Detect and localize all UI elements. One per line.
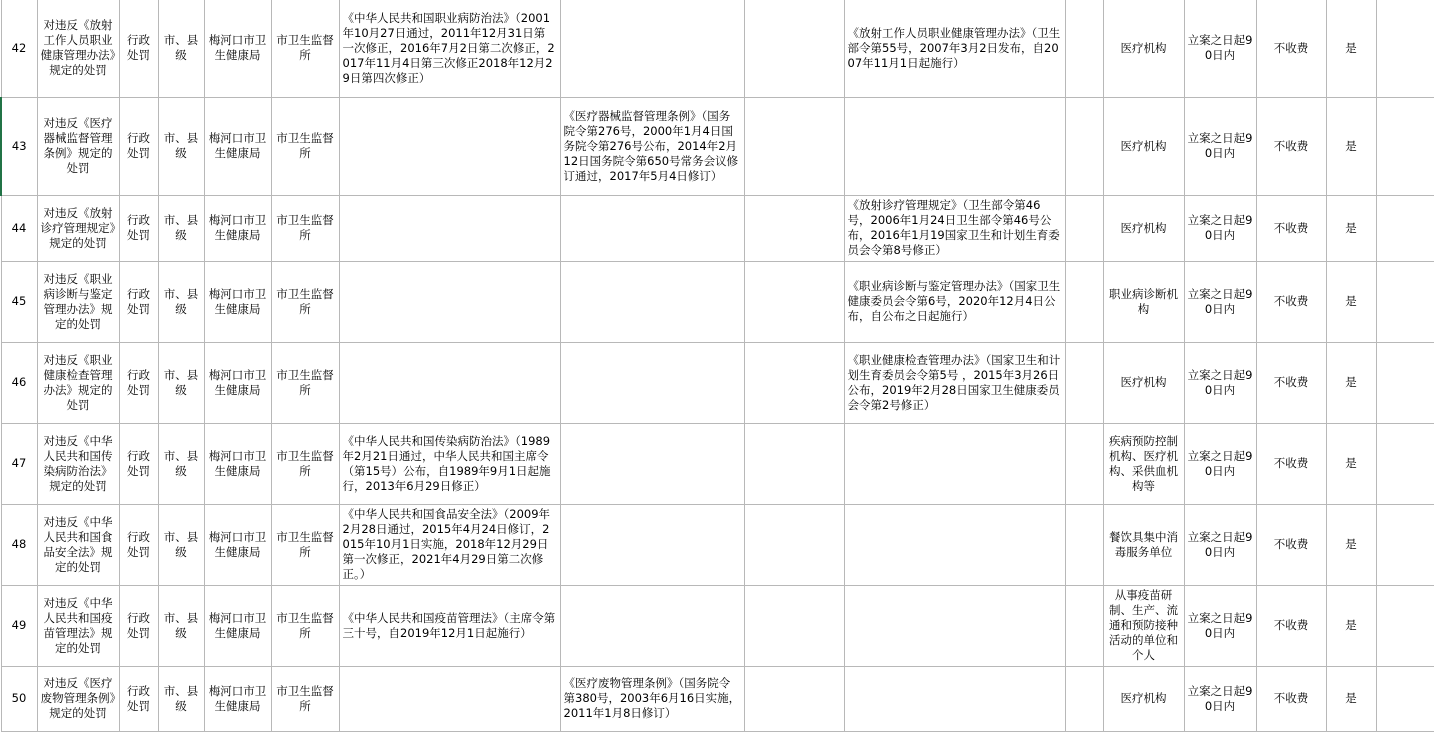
department-rule-cell[interactable]: 《放射工作人员职业健康管理办法》（卫生部令第55号，2007年3月2日发布，自2007年11月1日起施行） [844,0,1065,97]
table-row [1,666,1434,731]
flag-cell[interactable]: 是 [1326,97,1376,195]
local-regulation-cell[interactable] [744,666,844,731]
table-row [1,195,1434,261]
type-cell[interactable]: 行政处罚 [119,585,158,666]
local-regulation-cell[interactable] [744,195,844,261]
table-body [1,0,1434,731]
department-rule-cell[interactable] [844,423,1065,504]
local-regulation-cell[interactable] [744,0,844,97]
department-rule-cell[interactable] [844,666,1065,731]
type-cell[interactable]: 行政处罚 [119,261,158,342]
blank-cell[interactable] [1376,666,1434,731]
department-rule-cell[interactable]: 《职业健康检查管理办法》（国家卫生和计划生育委员会令第5号 ，2015年3月26日公布，2019年2月28日国家卫生健康委员会令第2号修正） [844,342,1065,423]
item-name-cell[interactable]: 对违反《放射工作人员职业健康管理办法》规定的处罚 [37,0,119,97]
local-regulation-cell[interactable] [744,342,844,423]
level-cell[interactable]: 市、县级 [158,423,204,504]
executor-cell[interactable]: 市卫生监督所 [271,0,339,97]
row-number[interactable]: 49 [1,585,37,666]
fee-cell[interactable]: 不收费 [1256,261,1326,342]
department-cell[interactable]: 梅河口市卫生健康局 [204,97,271,195]
executor-cell[interactable]: 市卫生监督所 [271,342,339,423]
flag-cell[interactable]: 是 [1326,585,1376,666]
law-basis-cell[interactable] [339,261,560,342]
executor-cell[interactable]: 市卫生监督所 [271,504,339,585]
department-cell[interactable]: 梅河口市卫生健康局 [204,585,271,666]
department-rule-cell[interactable] [844,504,1065,585]
local-regulation-cell[interactable] [744,504,844,585]
deadline-cell[interactable]: 立案之日起90日内 [1184,261,1256,342]
admin-regulation-cell[interactable]: 《医疗废物管理条例》（国务院令第380号，2003年6月16日实施，2011年1月8日修订） [560,666,744,731]
flag-cell[interactable]: 是 [1326,0,1376,97]
law-basis-cell[interactable] [339,97,560,195]
executor-cell[interactable]: 市卫生监督所 [271,666,339,731]
table-row [1,342,1434,423]
local-regulation-cell[interactable] [744,423,844,504]
target-cell[interactable]: 医疗机构 [1103,97,1184,195]
level-cell[interactable]: 市、县级 [158,97,204,195]
admin-regulation-cell[interactable]: 《医疗器械监督管理条例》（国务院令第276号，2000年1月4日国务院令第276号公布，2014年2月12日国务院令第650号常务会议修订通过，2017年5月4日修订） [560,97,744,195]
other-basis-cell[interactable] [1065,261,1103,342]
fee-cell[interactable]: 不收费 [1256,423,1326,504]
blank-cell[interactable] [1376,195,1434,261]
fee-cell[interactable]: 不收费 [1256,0,1326,97]
table-row [1,97,1434,195]
admin-regulation-cell[interactable] [560,423,744,504]
department-rule-cell[interactable]: 《职业病诊断与鉴定管理办法》（国家卫生健康委员会令第6号，2020年12月4日公布，自公布之日起施行） [844,261,1065,342]
item-name-cell[interactable]: 对违反《职业健康检查管理办法》规定的处罚 [37,342,119,423]
department-cell[interactable]: 梅河口市卫生健康局 [204,666,271,731]
item-name-cell[interactable]: 对违反《职业病诊断与鉴定管理办法》规定的处罚 [37,261,119,342]
row-number[interactable]: 48 [1,504,37,585]
executor-cell[interactable]: 市卫生监督所 [271,423,339,504]
admin-regulation-cell[interactable] [560,261,744,342]
department-rule-cell[interactable] [844,97,1065,195]
type-cell[interactable]: 行政处罚 [119,666,158,731]
item-name-cell[interactable]: 对违反《医疗器械监督管理条例》规定的处罚 [37,97,119,195]
level-cell[interactable]: 市、县级 [158,0,204,97]
level-cell[interactable]: 市、县级 [158,504,204,585]
target-cell[interactable]: 从事疫苗研制、生产、流通和预防接种活动的单位和个人 [1103,585,1184,666]
type-cell[interactable]: 行政处罚 [119,0,158,97]
local-regulation-cell[interactable] [744,585,844,666]
item-name-cell[interactable]: 对违反《中华人民共和国传染病防治法》规定的处罚 [37,423,119,504]
fee-cell[interactable]: 不收费 [1256,504,1326,585]
target-cell[interactable]: 医疗机构 [1103,0,1184,97]
executor-cell[interactable]: 市卫生监督所 [271,585,339,666]
other-basis-cell[interactable] [1065,97,1103,195]
blank-cell[interactable] [1376,504,1434,585]
department-cell[interactable]: 梅河口市卫生健康局 [204,423,271,504]
other-basis-cell[interactable] [1065,666,1103,731]
target-cell[interactable]: 疾病预防控制机构、医疗机构、采供血机构等 [1103,423,1184,504]
target-cell[interactable]: 餐饮具集中消毒服务单位 [1103,504,1184,585]
admin-regulation-cell[interactable] [560,342,744,423]
level-cell[interactable]: 市、县级 [158,261,204,342]
deadline-cell[interactable]: 立案之日起90日内 [1184,666,1256,731]
item-name-cell[interactable]: 对违反《放射诊疗管理规定》规定的处罚 [37,195,119,261]
department-cell[interactable]: 梅河口市卫生健康局 [204,342,271,423]
deadline-cell[interactable]: 立案之日起90日内 [1184,504,1256,585]
type-cell[interactable]: 行政处罚 [119,195,158,261]
level-cell[interactable]: 市、县级 [158,195,204,261]
deadline-cell[interactable]: 立案之日起90日内 [1184,0,1256,97]
other-basis-cell[interactable] [1065,423,1103,504]
blank-cell[interactable] [1376,0,1434,97]
local-regulation-cell[interactable] [744,261,844,342]
row-number[interactable]: 47 [1,423,37,504]
law-basis-cell[interactable] [339,195,560,261]
executor-cell[interactable]: 市卫生监督所 [271,97,339,195]
executor-cell[interactable]: 市卫生监督所 [271,195,339,261]
row-number[interactable]: 45 [1,261,37,342]
row-number[interactable]: 44 [1,195,37,261]
flag-cell[interactable]: 是 [1326,261,1376,342]
fee-cell[interactable]: 不收费 [1256,195,1326,261]
other-basis-cell[interactable] [1065,504,1103,585]
blank-cell[interactable] [1376,585,1434,666]
table-row [1,423,1434,504]
row-number[interactable]: 42 [1,0,37,97]
law-basis-cell[interactable]: 《中华人民共和国职业病防治法》（2001年10月27日通过，2011年12月31日第一次修正，2016年7月2日第二次修正，2017年11月4日第三次修正2018年12月29日第四次修正） [339,0,560,97]
fee-cell[interactable]: 不收费 [1256,97,1326,195]
row-number[interactable]: 46 [1,342,37,423]
fee-cell[interactable]: 不收费 [1256,585,1326,666]
item-name-cell[interactable]: 对违反《医疗废物管理条例》规定的处罚 [37,666,119,731]
law-basis-cell[interactable]: 《中华人民共和国传染病防治法》（1989年2月21日通过，中华人民共和国主席令（第15号）公布，自1989年9月1日起施行，2013年6月29日修正） [339,423,560,504]
admin-regulation-cell[interactable] [560,585,744,666]
type-cell[interactable]: 行政处罚 [119,342,158,423]
other-basis-cell[interactable] [1065,342,1103,423]
target-cell[interactable]: 医疗机构 [1103,666,1184,731]
blank-cell[interactable] [1376,261,1434,342]
row-number[interactable]: 50 [1,666,37,731]
other-basis-cell[interactable] [1065,585,1103,666]
type-cell[interactable]: 行政处罚 [119,504,158,585]
table-row [1,504,1434,585]
other-basis-cell[interactable] [1065,0,1103,97]
item-name-cell[interactable]: 对违反《中华人民共和国食品安全法》规定的处罚 [37,504,119,585]
admin-regulation-cell[interactable] [560,504,744,585]
level-cell[interactable]: 市、县级 [158,666,204,731]
department-cell[interactable]: 梅河口市卫生健康局 [204,261,271,342]
deadline-cell[interactable]: 立案之日起90日内 [1184,97,1256,195]
blank-cell[interactable] [1376,423,1434,504]
flag-cell[interactable]: 是 [1326,504,1376,585]
item-name-cell[interactable]: 对违反《中华人民共和国疫苗管理法》规定的处罚 [37,585,119,666]
blank-cell[interactable] [1376,342,1434,423]
type-cell[interactable]: 行政处罚 [119,97,158,195]
fee-cell[interactable]: 不收费 [1256,342,1326,423]
deadline-cell[interactable]: 立案之日起90日内 [1184,585,1256,666]
level-cell[interactable]: 市、县级 [158,342,204,423]
flag-cell[interactable]: 是 [1326,423,1376,504]
local-regulation-cell[interactable] [744,97,844,195]
law-basis-cell[interactable]: 《中华人民共和国疫苗管理法》（主席令第三十号，自2019年12月1日起施行） [339,585,560,666]
department-cell[interactable]: 梅河口市卫生健康局 [204,504,271,585]
blank-cell[interactable] [1376,97,1434,195]
table-row [1,0,1434,97]
department-cell[interactable]: 梅河口市卫生健康局 [204,0,271,97]
other-basis-cell[interactable] [1065,195,1103,261]
law-basis-cell[interactable]: 《中华人民共和国食品安全法》（2009年2月28日通过，2015年4月24日修订，2015年10月1日实施，2018年12月29日第一次修正，2021年4月29日第二次修正。） [339,504,560,585]
deadline-cell[interactable]: 立案之日起90日内 [1184,195,1256,261]
flag-cell[interactable]: 是 [1326,666,1376,731]
executor-cell[interactable]: 市卫生监督所 [271,261,339,342]
target-cell[interactable]: 职业病诊断机构 [1103,261,1184,342]
flag-cell[interactable]: 是 [1326,195,1376,261]
type-cell[interactable]: 行政处罚 [119,423,158,504]
table-row [1,585,1434,666]
level-cell[interactable]: 市、县级 [158,585,204,666]
admin-regulation-cell[interactable] [560,195,744,261]
department-rule-cell[interactable] [844,585,1065,666]
department-cell[interactable]: 梅河口市卫生健康局 [204,195,271,261]
deadline-cell[interactable]: 立案之日起90日内 [1184,423,1256,504]
department-rule-cell[interactable]: 《放射诊疗管理规定》（卫生部令第46号，2006年1月24日卫生部令第46号公布，2016年1月19国家卫生和计划生育委员会令第8号修正） [844,195,1065,261]
target-cell[interactable]: 医疗机构 [1103,195,1184,261]
law-basis-cell[interactable] [339,342,560,423]
fee-cell[interactable]: 不收费 [1256,666,1326,731]
law-basis-cell[interactable] [339,666,560,731]
target-cell[interactable]: 医疗机构 [1103,342,1184,423]
table-row [1,261,1434,342]
row-number[interactable]: 43 [1,97,37,195]
admin-regulation-cell[interactable] [560,0,744,97]
flag-cell[interactable]: 是 [1326,342,1376,423]
deadline-cell[interactable]: 立案之日起90日内 [1184,342,1256,423]
